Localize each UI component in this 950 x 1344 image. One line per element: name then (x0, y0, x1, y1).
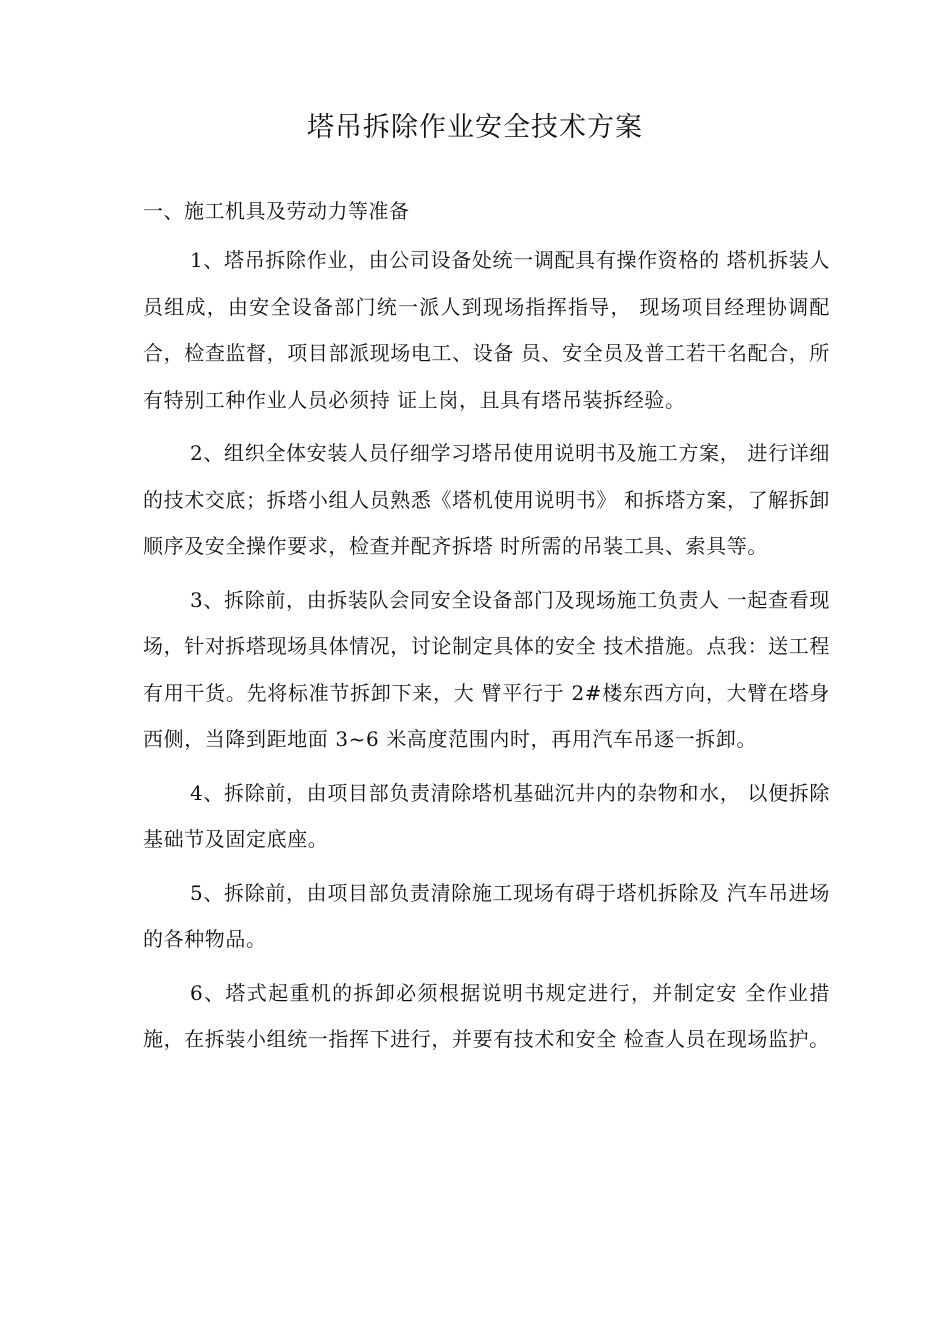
paragraph-5: 5、拆除前，由项目部负责清除施工现场有碍于塔机拆除及 汽车吊进场的各种物品。 (143, 880, 830, 951)
paragraph-3: 3、拆除前，由拆装队会同安全设备部门及现场施工负责人 一起查看现场，针对拆塔现场具体情况，讨论制定具体的安全 技术措施。点我：送工程有用干货。先将标准节拆卸下来，大 臂平行于 2#楼东西方向，大臂在塔身西侧，当降到距地面 3~6 米高度范围内时，再用汽车吊逐一拆卸。 (143, 587, 830, 751)
section-heading: 一、施工机具及劳动力等准备 (143, 199, 410, 223)
paragraph-2: 2、组织全体安装人员仔细学习塔吊使用说明书及施工方案， 进行详细的技术交底；拆塔小组人员熟悉《塔机使用说明书》 和拆塔方案，了解拆卸顺序及安全操作要求，检查并配齐拆塔 时所需的吊装工具、索具等。 (143, 441, 831, 558)
document-title: 塔吊拆除作业安全技术方案 (307, 112, 643, 143)
paragraph-6: 6、塔式起重机的拆卸必须根据说明书规定进行，并制定安 全作业措施，在拆装小组统一指挥下进行，并要有技术和安全 检查人员在现场监护。 (143, 980, 830, 1051)
paragraph-1: 1、塔吊拆除作业，由公司设备处统一调配具有操作资格的 塔机拆装人员组成，由安全设备部门统一派人到现场指挥指导， 现场项目经理协调配合，检查监督，项目部派现场电工、设备 员、安全员及普工若干名配合，所有特别工种作业人员必须持 证上岗，且具有塔吊装拆经验。 (143, 248, 830, 412)
paragraph-4: 4、拆除前，由项目部负责清除塔机基础沉井内的杂物和水， 以便拆除基础节及固定底座。 (143, 780, 831, 851)
document-body (143, 192, 830, 1070)
